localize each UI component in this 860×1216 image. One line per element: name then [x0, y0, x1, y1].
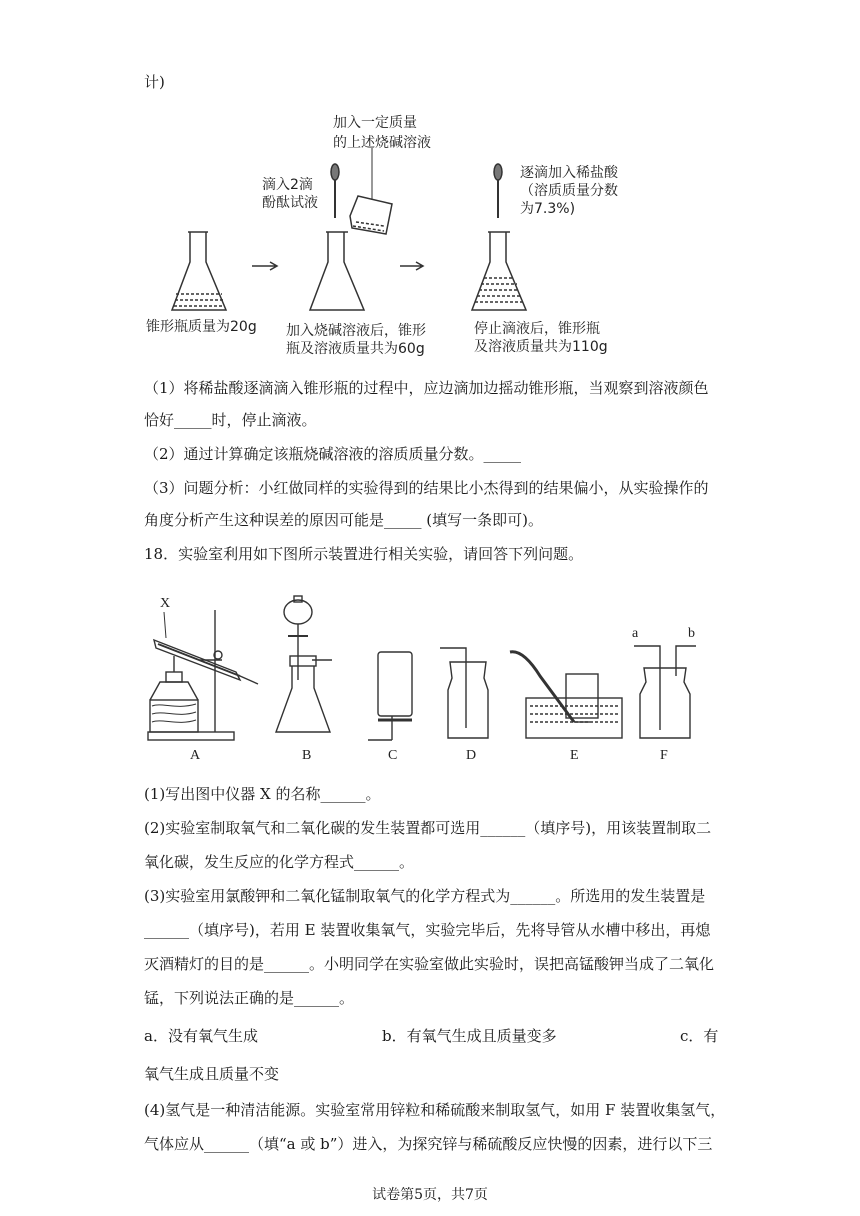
flask3-caption-line2: 及溶液质量共为110g [474, 339, 608, 355]
q18-sub2-line1: (2)实验室制取氧气和二氧化碳的发生装置都可选用______（填序号)，用该装置制取二 [144, 819, 712, 837]
page-footer: 试卷第5页，共7页 [372, 1187, 488, 1203]
q17-part2: （2）通过计算确定该瓶烧碱溶液的溶质质量分数。_____ [144, 445, 522, 463]
flask1-caption: 锥形瓶质量为20g [146, 319, 257, 335]
acid-label-line2: （溶质质量分数 [520, 183, 618, 199]
apparatus-letter-e: E [570, 748, 579, 763]
q18-intro: 18．实验室利用如下图所示装置进行相关实验，请回答下列问题。 [144, 545, 584, 563]
flask2-caption-line2: 瓶及溶液质量共为60g [286, 341, 425, 357]
q18-sub2-line2: 氧化碳，发生反应的化学方程式______。 [144, 853, 415, 871]
q18-sub3-line2: ______（填序号)，若用 E 装置收集氧气，实验完毕后，先将导管从水槽中移出，再熄 [144, 921, 711, 939]
q18-option-a: a．没有氧气生成 [144, 1027, 258, 1045]
acid-label-line1: 逐滴加入稀盐酸 [520, 165, 618, 181]
apparatus-letter-c: C [388, 748, 398, 763]
apparatus-letter-a: A [190, 748, 201, 763]
drop-label-line2: 酚酞试液 [262, 195, 318, 211]
q18-option-b: b．有氧气生成且质量变多 [382, 1027, 557, 1045]
q18-option-c-part2: 氧气生成且质量不变 [144, 1065, 280, 1083]
q18-sub3-line1: (3)实验室用氯酸钾和二氧化锰制取氧气的化学方程式为______。所选用的发生装置是 [144, 887, 706, 905]
f-tube-b-label: b [688, 626, 695, 641]
flask2-caption-line1: 加入烧碱溶液后，锥形 [286, 323, 426, 339]
q17-part1-line2: 恰好_____时，停止滴液。 [144, 411, 317, 429]
header-fragment: 计) [144, 73, 165, 91]
q17-part3-line1: （3）问题分析：小红做同样的实验得到的结果比小杰得到的结果偏小，从实验操作的 [144, 479, 709, 497]
q18-sub4-line1: (4)氢气是一种清洁能源。实验室常用锌粒和稀硫酸来制取氢气，如用 F 装置收集氢气， [144, 1101, 726, 1119]
q17-part3-line2: 角度分析产生这种误差的原因可能是_____ (填写一条即可)。 [144, 511, 543, 529]
pour-label-line2: 的上述烧碱溶液 [333, 135, 431, 151]
q18-sub1: (1)写出图中仪器 X 的名称______。 [144, 785, 381, 803]
flask3-caption-line1: 停止滴液后，锥形瓶 [474, 321, 600, 337]
apparatus-letter-b: B [302, 748, 312, 763]
q18-option-c-part1: c．有 [680, 1027, 719, 1045]
q18-sub4-line2: 气体应从______（填“a 或 b”）进入，为探究锌与稀硫酸反应快慢的因素，进行以下三 [144, 1135, 713, 1153]
drop-label-line1: 滴入2滴 [262, 177, 313, 193]
q18-sub3-line3: 灭酒精灯的目的是______。小明同学在实验室做此实验时，误把高锰酸钾当成了二氧化 [144, 955, 715, 973]
apparatus-letter-f: F [660, 748, 668, 763]
apparatus-x-label: X [160, 596, 171, 611]
q18-sub3-line4: 锰，下列说法正确的是______。 [144, 989, 355, 1007]
f-tube-a-label: a [632, 626, 639, 641]
apparatus-letter-d: D [466, 748, 477, 763]
acid-label-line3: 为7.3%) [520, 201, 576, 217]
pour-label-line1: 加入一定质量 [333, 115, 417, 131]
q17-part1-line1: （1）将稀盐酸逐滴滴入锥形瓶的过程中，应边滴加边摇动锥形瓶，当观察到溶液颜色 [144, 379, 709, 397]
